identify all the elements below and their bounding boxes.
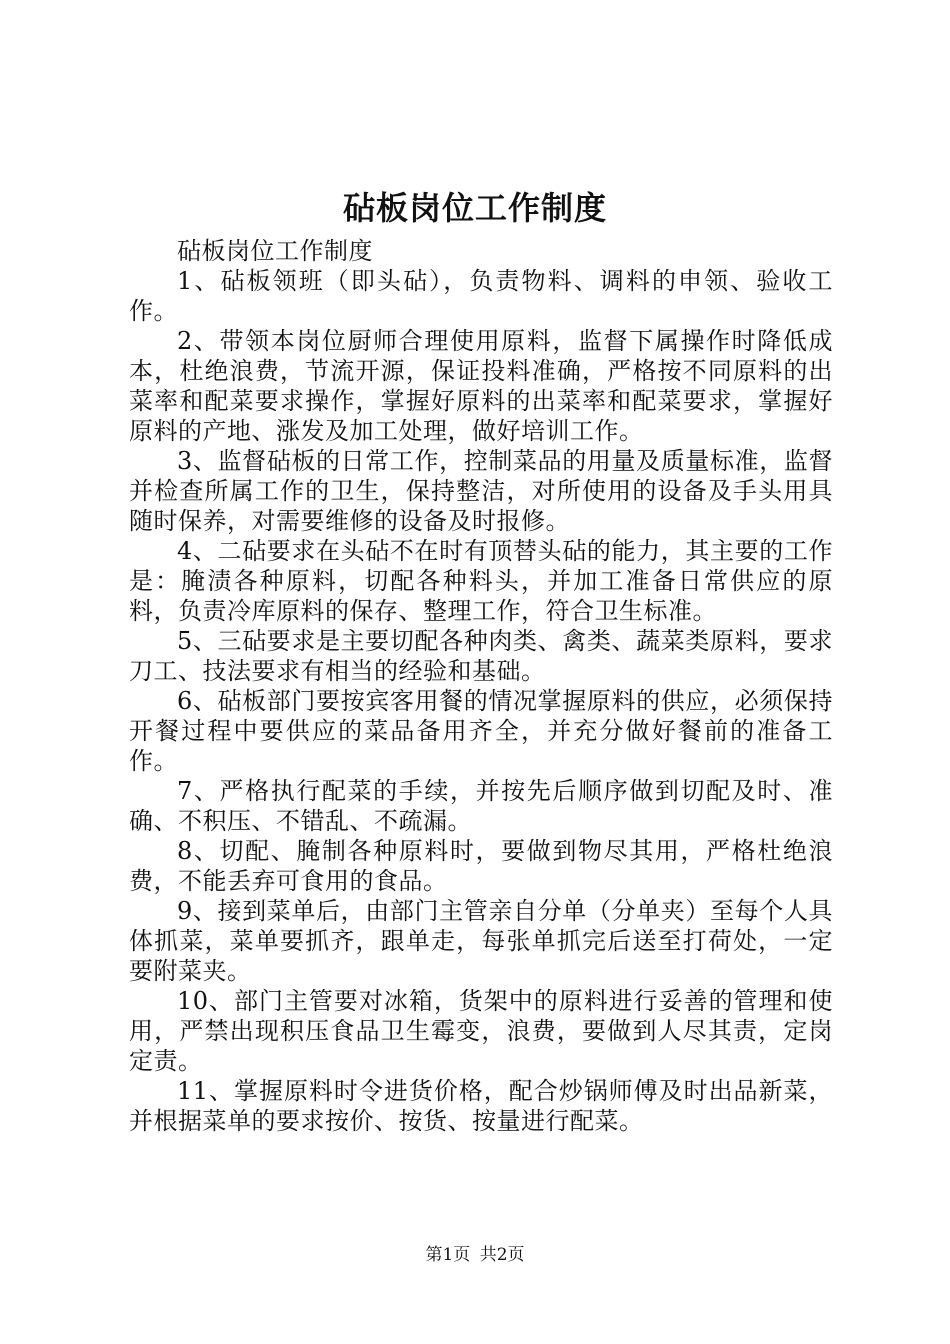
document-title: 砧板岗位工作制度	[342, 189, 607, 227]
paragraph-10: 10、部门主管要对冰箱，货架中的原料进行妥善的管理和使用，严禁出现积压食品卫生霉变，浪费，要做到人尽其责，定岗定责。	[129, 987, 833, 1075]
paragraph-4: 4、二砧要求在头砧不在时有顶替头砧的能力，其主要的工作是：腌渍各种原料，切配各种料头，并加工准备日常供应的原料，负责冷库原料的保存、整理工作，符合卫生标准。	[129, 537, 833, 625]
paragraph-5: 5、三砧要求是主要切配各种肉类、禽类、蔬菜类原料，要求刀工、技法要求有相当的经验和基础。	[129, 627, 833, 685]
paragraph-subtitle: 砧板岗位工作制度	[177, 237, 373, 265]
page-total: 共2页	[479, 1245, 525, 1265]
paragraph-3: 3、监督砧板的日常工作，控制菜品的用量及质量标准，监督并检查所属工作的卫生，保持整洁，对所使用的设备及手头用具随时保养，对需要维修的设备及时报修。	[129, 447, 833, 535]
paragraph-8: 8、切配、腌制各种原料时，要做到物尽其用，严格杜绝浪费，不能丢弃可食用的食品。	[129, 837, 833, 895]
paragraph-2: 2、带领本岗位厨师合理使用原料，监督下属操作时降低成本，杜绝浪费，节流开源，保证投料准确，严格按不同原料的出菜率和配菜要求操作，掌握好原料的出菜率和配菜要求，掌握好原料的产地、涨发及加工处理，做好培训工作。	[129, 327, 833, 445]
paragraph-6: 6、砧板部门要按宾客用餐的情况掌握原料的供应，必须保持开餐过程中要供应的菜品备用齐全，并充分做好餐前的准备工作。	[129, 687, 833, 775]
paragraph-1: 1、砧板领班（即头砧），负责物料、调料的申领、验收工作。	[129, 267, 833, 325]
paragraph-7: 7、严格执行配菜的手续，并按先后顺序做到切配及时、准确、不积压、不错乱、不疏漏。	[129, 777, 833, 835]
paragraph-9: 9、接到菜单后，由部门主管亲自分单（分单夹）至每个人具体抓菜，菜单要抓齐，跟单走，每张单抓完后送至打荷处，一定要附菜夹。	[129, 897, 833, 985]
document-body	[129, 236, 833, 1136]
page-number: 第1页	[425, 1245, 471, 1265]
page-footer	[0, 1243, 950, 1267]
paragraph-11: 11、掌握原料时令进货价格，配合炒锅师傅及时出品新菜，并根据菜单的要求按价、按货、按量进行配菜。	[129, 1077, 833, 1135]
